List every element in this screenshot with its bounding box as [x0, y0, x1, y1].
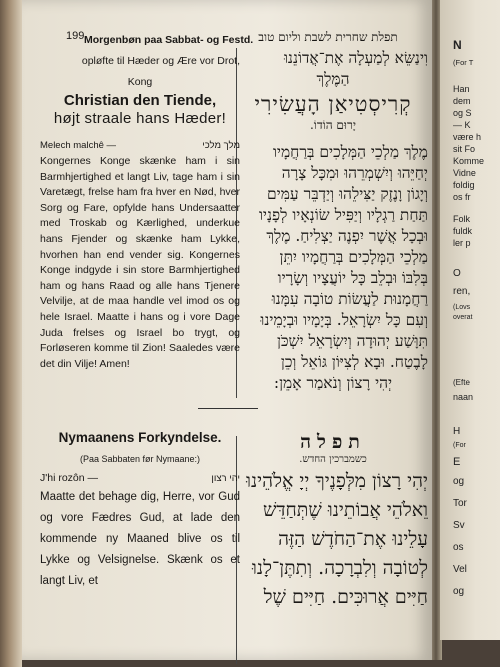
- right-page-fragment: Vidne: [453, 168, 476, 178]
- hebrew-section-subtitle: כשמברכין החדש.: [299, 454, 367, 465]
- jhi-hebrew: יהי רצון: [211, 473, 240, 485]
- new-month-body: Maatte det behage dig, Herre, vor Gud og vore Fædres Gud, at lade den kommende ny Maaned blive os til Lykke og Velsignelse. Skænk os et langt Liv, et: [40, 490, 240, 587]
- hebrew-line: וְעִם כָּל יִשְׂרָאֵל. בְּיָמָיו וּבְיָמֵינוּ: [260, 311, 428, 329]
- right-page-fragment: sit Fo: [453, 144, 476, 154]
- book-edge: [0, 0, 22, 667]
- right-page-fragment: Folk: [453, 214, 471, 224]
- hebrew-line: לְטוֹבָה וְלִבְרָכָה. וְתִתֶּן־לָנוּ: [252, 557, 428, 579]
- prayer-body: Kongernes Konge skænke ham i sin Barmhjertighed et langt Liv, tage ham i sin Varetægt, frelse ham fra hver en Nød, hver Sorg og Fare, opfylde hans Undersaatter med Troskab og Kærlighed, underkue hans Fjender og skænke ham Lykke, hvorhen han end vender sig. Kongernes Konge indgyde i sin store Barmhjertighed ham og hans Raad og alle hans Tjenere Velvilje, at de maa handle vel imod os og hele Israel. Maatte i hans og i vore Dage Juda frelses og Israel bo trygt, og Forløseren komme til Zion! Saaledes være det din Vilje! Amen!: [40, 154, 240, 370]
- right-page-fragment: (For: [453, 442, 466, 449]
- right-page-fragment: og S: [453, 108, 472, 118]
- right-page-fragment: O: [453, 268, 461, 279]
- right-page-fragment: Han: [453, 84, 470, 94]
- new-month-hebrew: [238, 432, 428, 612]
- right-page-fragment: fuldk: [453, 226, 473, 236]
- hebrew-line: וֵאלֹהֵי אֲבוֹתֵינוּ שֶׁתְּחַדֵּשׁ: [262, 499, 428, 521]
- melech-label: Melech malchê —: [40, 140, 117, 152]
- melech-hebrew: מלך מלכי: [202, 140, 240, 152]
- hebrew-line: בְּלִבּוֹ וּבְלֵב כָּל יוֹעֲצָיו וְשָׂרָיו: [277, 269, 428, 287]
- jhi-label-line: [40, 471, 240, 487]
- page-header-hebrew: תפלת שחרית לשבת וליום טוב: [258, 30, 398, 44]
- right-page-fragment: Sv: [453, 520, 465, 531]
- hebrew-line: חַיִּים אֲרוּכִּים. חַיִּים שֶׁל: [263, 586, 428, 608]
- kong-line: Kong: [127, 75, 153, 88]
- hebrew-king-name: קְרִיסְטִיאַן הָעֲשִׂירִי: [254, 92, 412, 116]
- right-page-fragment: dem: [453, 96, 471, 106]
- right-page-fragment: (Efte: [453, 378, 470, 387]
- right-page-fragment: E: [453, 456, 461, 468]
- right-page-fragment: overat: [453, 314, 473, 321]
- hebrew-line: יְחַיֵּהוּ וְיִשְׁמְרֵהוּ וּמִכָּל צָרָה: [281, 164, 428, 182]
- right-page-fragment: — K: [453, 120, 471, 130]
- right-page-fragment: os fr: [453, 192, 471, 202]
- hebrew-line: יָרוּם הוֹדוֹ.: [309, 118, 357, 132]
- hojt-line: højt straale hans Hæder!: [53, 109, 227, 127]
- hebrew-line: יְהִי רָצוֹן מִלְּפָנֶיךָ יְיָ אֱלֹהֵינוּ: [246, 470, 428, 492]
- section-subtitle: (Paa Sabbaten før Nymaane:): [79, 453, 201, 464]
- section-divider: [198, 408, 258, 409]
- right-page-fragment: Tor: [453, 498, 467, 509]
- right-page-fragment: Vel: [453, 564, 467, 575]
- hebrew-line: תִּוָּשַׁע יְהוּדָה וְיִשְׂרָאֵל יִשְׁכֹּן: [277, 332, 428, 350]
- hebrew-line: יְהִי רָצוֹן וְנֹאמַר אָמֵן:: [273, 374, 393, 392]
- hebrew-line: וּבְכָל אֲשֶׁר יִפְנֶה יַצְלִיחַ. מֶלֶךְ: [266, 227, 428, 245]
- hebrew-line: עָלֵינוּ אֶת־הַחֹדֶשׁ הַזֶּה: [278, 528, 428, 550]
- right-page-fragment: og: [453, 476, 465, 487]
- page-header-latin: Morgenbøn paa Sabbat- og Festd.: [84, 34, 254, 46]
- hebrew-line: וְיָגוֹן וָנֶזֶק יַצִּילֵהוּ וְיַדְבֵּר עַמִּים: [266, 185, 428, 203]
- page-number: 199: [66, 30, 85, 42]
- right-page-fragment: (For T: [453, 58, 474, 67]
- right-page-fragment: foldig: [453, 180, 475, 190]
- right-page-fragment: os: [453, 542, 464, 553]
- right-page-fragment: ren,: [453, 286, 471, 297]
- right-page-fragment: være h: [453, 132, 482, 142]
- prayer-for-king-danish: [40, 54, 240, 372]
- right-page-fragment: naan: [453, 392, 474, 402]
- right-page-fragment: H: [453, 426, 461, 437]
- right-page-fragment: ler p: [453, 238, 471, 248]
- right-page-fragment: (Lovs: [453, 304, 471, 311]
- new-month-danish: [40, 430, 240, 592]
- hebrew-line: תַּחַת רַגְלָיו וְיַפִּיל שׂוֹנְאָיו לְפָנָיו: [258, 206, 428, 224]
- king-name: Christian den Tiende,: [63, 92, 217, 110]
- melech-label-line: [40, 138, 240, 154]
- hebrew-section-title: תפלה: [300, 431, 366, 453]
- section-title: Nymaanens Forkyndelse.: [58, 430, 222, 445]
- hebrew-line: מֶלֶךְ מַלְכֵי הַמְּלָכִים בְּרַחֲמָיו: [272, 143, 428, 161]
- intro-line: opløfte til Hæder og Ære vor Drot,: [81, 55, 240, 67]
- right-page-fragment: N: [453, 38, 462, 52]
- jhi-label: J'hi rozôn —: [40, 472, 99, 485]
- hebrew-line: מַלְכֵי הַמְּלָכִים בְּרַחֲמָיו יִתֵּן: [279, 248, 428, 266]
- hebrew-line: רַחֲמָנוּת לַעֲשׂוֹת טוֹבָה עִמָּנוּ: [271, 290, 428, 308]
- right-page-fragment: Komme: [453, 156, 485, 166]
- right-page-fragment: og: [453, 586, 465, 597]
- prayer-for-king-hebrew: [238, 48, 428, 394]
- hebrew-line: וִינַשֵּׂא לְמַעְלָה אֶת־אֲדוֹנֵנוּ: [283, 49, 428, 67]
- hebrew-line: הַמֶּלֶךְ: [316, 70, 350, 88]
- hebrew-line: לָבֶטַח. וּבָא לְצִיּוֹן גּוֹאֵל וְכֵן: [280, 353, 428, 371]
